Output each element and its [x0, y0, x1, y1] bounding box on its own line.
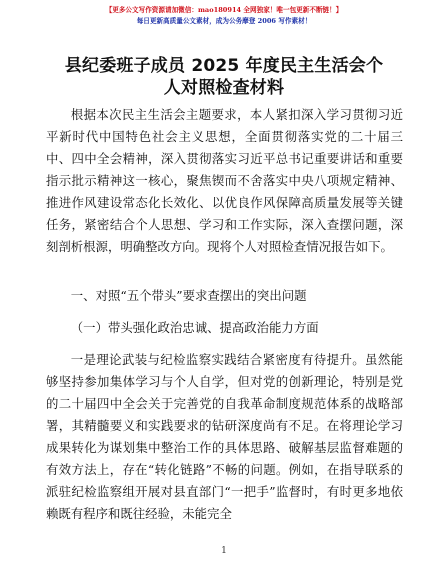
- promo-banner: [40, 5, 408, 27]
- promo-banner-line1: 【更多公文写作资源请加微信：mao180914 全网独家！唯一包更新不断链！】: [105, 6, 343, 14]
- subsection-heading: （一）带头强化政治忠诚、提高政治能力方面: [70, 320, 319, 335]
- page-number: 1: [221, 546, 227, 556]
- promo-banner-line2: 每日更新高质量公文素材，成为公务摩登 2006 写作素材！: [136, 17, 312, 25]
- body-paragraph: 一是理论武装与纪检监察实践结合紧密度有待提升。虽然能够坚持参加集体学习与个人自学，但对党的创新理论，特别是党的二十届四中全会关于完善党的自我革命制度规范体系的战略部署，其精髓要义和实践要求的钻研深度尚有不足。在将理论学习成果转化为谋划集中整治工作的具体思路、破解基层监督难题的有效方法上，存在“转化链路”不畅的问题。例如，在指导联系的派驻纪检监察组开展对县直部门“一把手”监督时，有时更多地依赖既有程序和既往经验，未能完全: [46, 352, 403, 521]
- intro-paragraph: 根据本次民主生活会主题要求，本人紧扣深入学习贯彻习近平新时代中国特色社会主义思想，全面贯彻落实党的二十届三中、四中全会精神，深入贯彻落实习近平总书记重要讲话和重要指示批示精神这一核心，聚焦锲而不舍落实中央八项规定精神、推进作风建设常态化长效化、以优良作风保障高质量发展等关键任务，紧密结合个人思想、学习和工作实际，深入查摆问题，深刻剖析根源，明确整改方向。现将个人对照检查情况报告如下。: [46, 107, 403, 254]
- document-title: 县纪委班子成员 2025 年度民主生活会个人对照检查材料: [64, 56, 384, 98]
- section-heading: 一、对照“五个带头”要求查摆出的突出问题: [70, 288, 307, 303]
